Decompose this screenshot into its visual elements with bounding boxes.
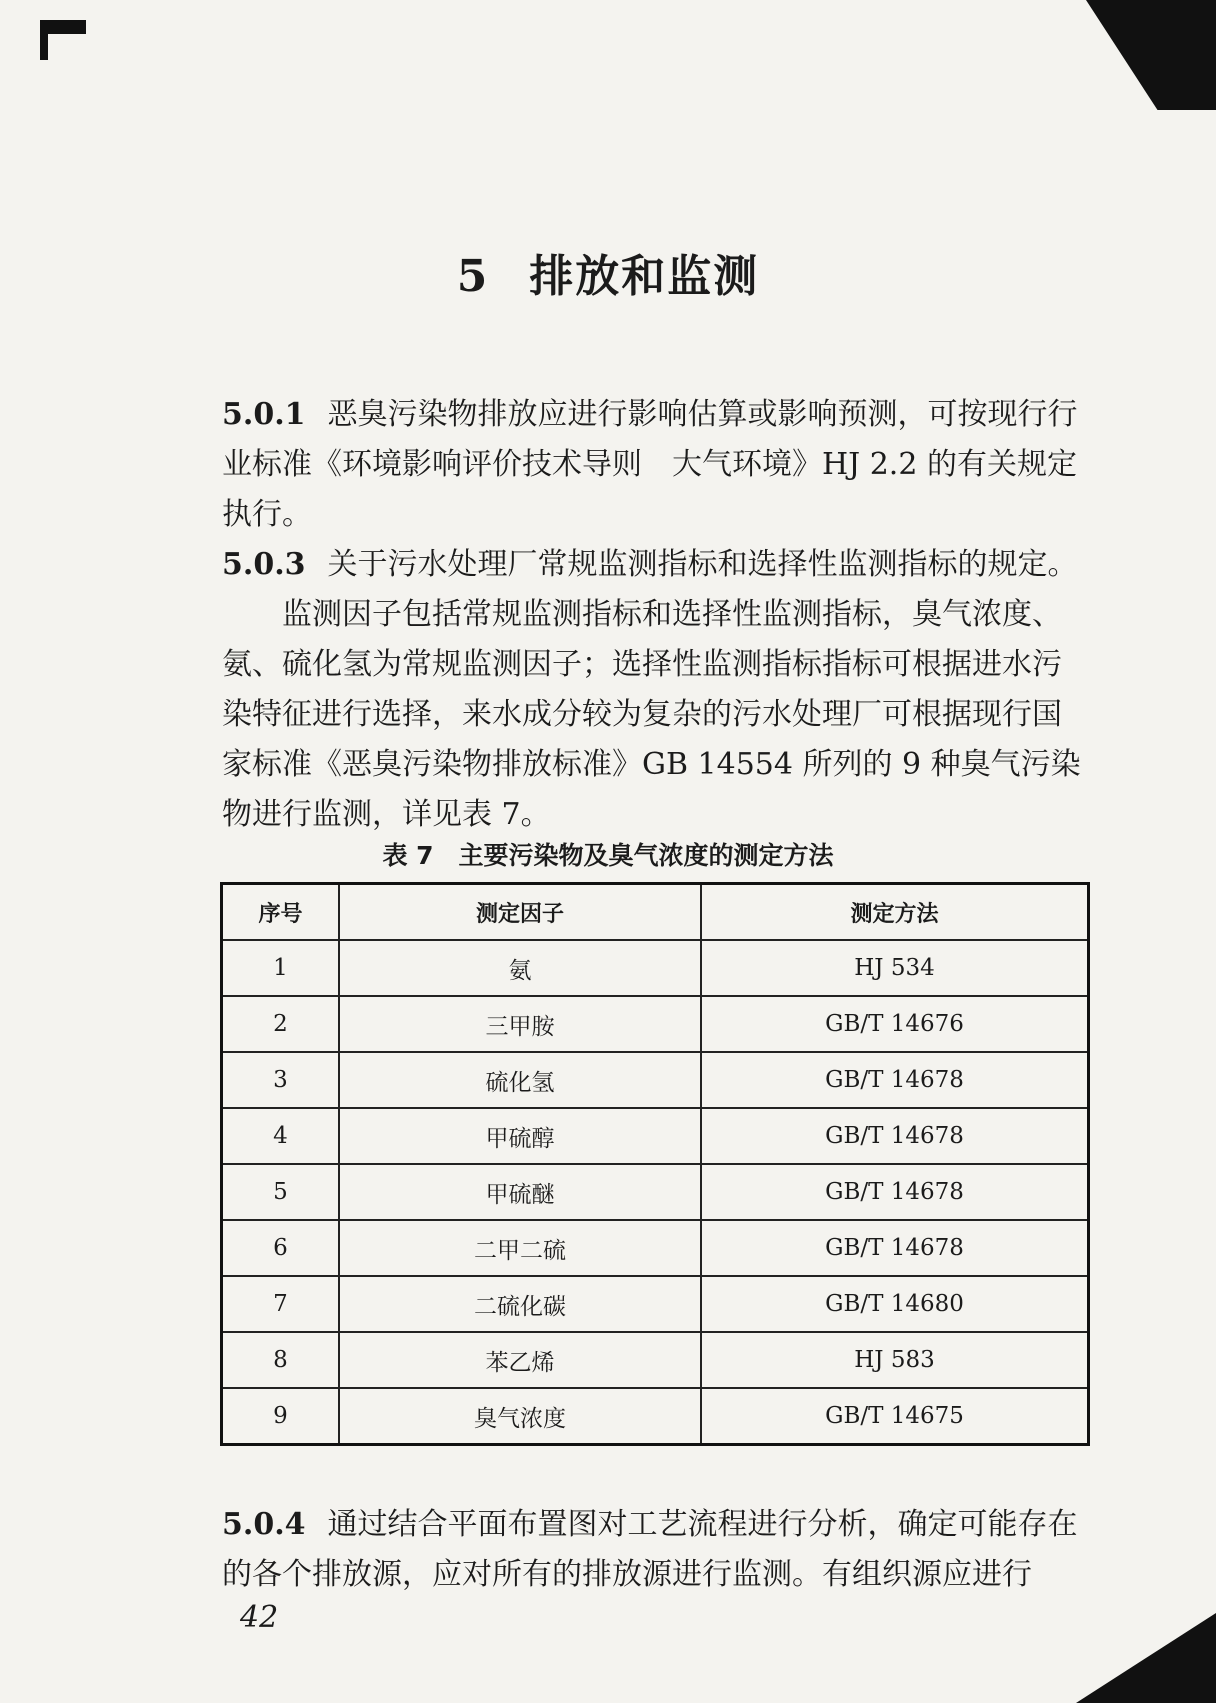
scan-shadow	[1086, 0, 1216, 110]
cell-index: 7	[222, 1276, 340, 1332]
cell-method: GB/T 14680	[701, 1276, 1089, 1332]
chapter-title	[0, 240, 1216, 304]
cell-method: HJ 534	[701, 940, 1089, 996]
cell-factor: 三甲胺	[339, 996, 701, 1052]
table-row	[222, 1052, 1089, 1108]
cell-factor: 氨	[339, 940, 701, 996]
scan-mark	[40, 20, 48, 60]
cell-index: 3	[222, 1052, 340, 1108]
cell-index: 6	[222, 1220, 340, 1276]
cell-index: 5	[222, 1164, 340, 1220]
cell-method: GB/T 14678	[701, 1108, 1089, 1164]
table-row	[222, 1108, 1089, 1164]
cell-factor: 二甲二硫	[339, 1220, 701, 1276]
page-number: 42	[240, 1600, 279, 1635]
table-row	[222, 1220, 1089, 1276]
table-row	[222, 1388, 1089, 1445]
chapter-number: 5	[456, 251, 490, 302]
clause-5-0-1	[222, 390, 1082, 540]
cell-factor: 甲硫醚	[339, 1164, 701, 1220]
clause-number: 5.0.4	[222, 1507, 306, 1542]
clause-text: 恶臭污染物排放应进行影响估算或影响预测，可按现行行业标准《环境影响评价技术导则 大气环境》HJ 2.2 的有关规定执行。	[222, 397, 1078, 532]
methods-table	[220, 882, 1090, 1446]
cell-index: 4	[222, 1108, 340, 1164]
paragraph-monitoring: 监测因子包括常规监测指标和选择性监测指标，臭气浓度、氨、硫化氢为常规监测因子；选择性监测指标指标可根据进水污染特征进行选择，来水成分较为复杂的污水处理厂可根据现行国家标准《恶臭污染物排放标准》GB 14554 所列的 9 种臭气污染物进行监测，详见表 7。	[222, 597, 1081, 832]
cell-index: 1	[222, 940, 340, 996]
header-method: 测定方法	[701, 884, 1089, 941]
cell-factor: 苯乙烯	[339, 1332, 701, 1388]
table-header-row	[222, 884, 1089, 941]
clause-number: 5.0.3	[222, 547, 306, 582]
cell-factor: 二硫化碳	[339, 1276, 701, 1332]
cell-method: GB/T 14676	[701, 996, 1089, 1052]
clause-text: 关于污水处理厂常规监测指标和选择性监测指标的规定。	[327, 547, 1078, 582]
scan-shadow	[1076, 1613, 1216, 1703]
table-row	[222, 996, 1089, 1052]
table-row	[222, 940, 1089, 996]
cell-method: GB/T 14678	[701, 1220, 1089, 1276]
table-row	[222, 1164, 1089, 1220]
clause-number: 5.0.1	[222, 397, 306, 432]
table-caption: 表 7 主要污染物及臭气浓度的测定方法	[382, 841, 834, 870]
cell-method: GB/T 14678	[701, 1164, 1089, 1220]
header-factor: 测定因子	[339, 884, 701, 941]
cell-factor: 臭气浓度	[339, 1388, 701, 1445]
cell-method: GB/T 14678	[701, 1052, 1089, 1108]
clause-5-0-4	[222, 1500, 1082, 1600]
clause-text: 通过结合平面布置图对工艺流程进行分析，确定可能存在的各个排放源，应对所有的排放源进行监测。有组织源应进行	[222, 1507, 1078, 1592]
cell-index: 9	[222, 1388, 340, 1445]
cell-factor: 甲硫醇	[339, 1108, 701, 1164]
table-row	[222, 1276, 1089, 1332]
clause-5-0-3	[222, 540, 1082, 590]
table-row	[222, 1332, 1089, 1388]
header-index: 序号	[222, 884, 340, 941]
chapter-heading: 排放和监测	[529, 251, 760, 302]
cell-method: HJ 583	[701, 1332, 1089, 1388]
cell-method: GB/T 14675	[701, 1388, 1089, 1445]
cell-index: 2	[222, 996, 340, 1052]
table-container	[220, 882, 1090, 1446]
cell-factor: 硫化氢	[339, 1052, 701, 1108]
cell-index: 8	[222, 1332, 340, 1388]
